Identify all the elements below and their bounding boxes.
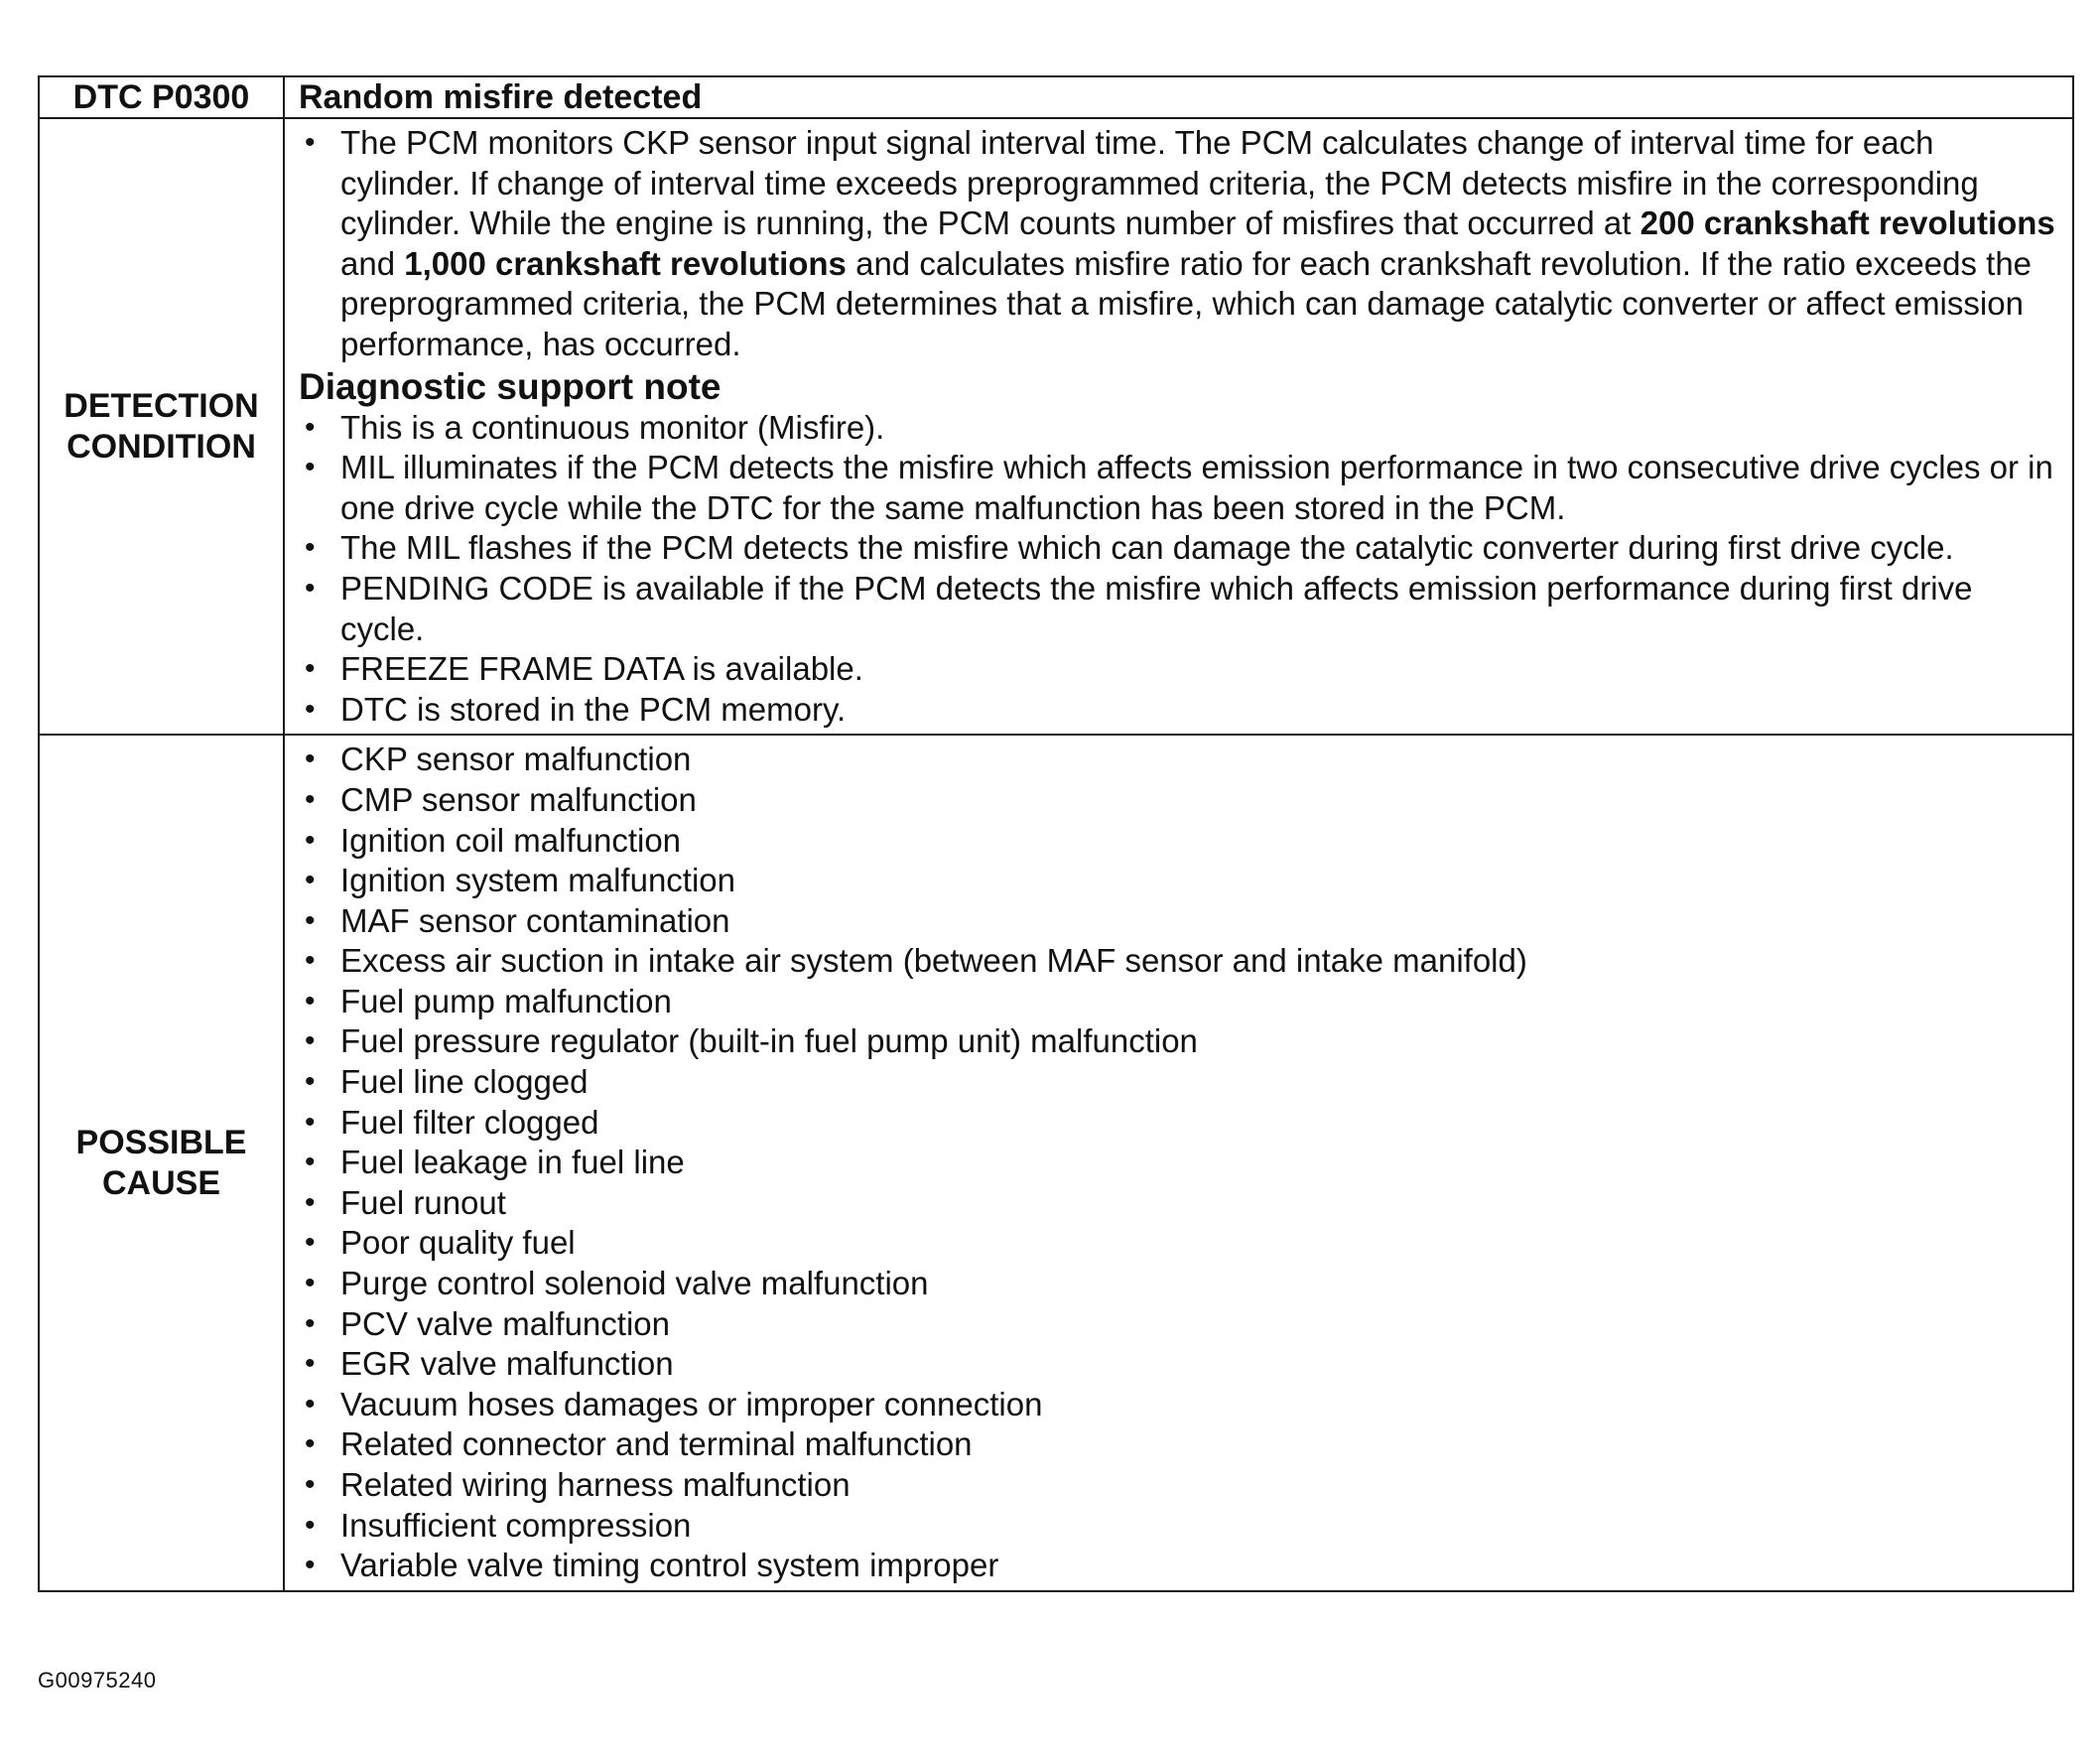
cause-item: • EGR valve malfunction (299, 1344, 2058, 1385)
possible-cause-label-line2: CAUSE (101, 1163, 221, 1202)
detection-label-line1: DETECTION (64, 386, 259, 425)
note-item: • MIL illuminates if the PCM detects the misfire which affects emission performance in two consecutive drive cycles or in one drive cycle while the DTC for the same malfunction has been stored in the PCM. (299, 448, 2058, 528)
detection-content (284, 118, 2073, 735)
possible-cause-label (39, 735, 284, 1590)
detection-text-1: The PCM monitors CKP sensor input signal interval time. The PCM calculates change of interval time for each cylinder. If change of interval time exceeds preprogrammed criteria, the PCM detects misfire in the corresponding cylinder. While the engine is running, the PCM counts number of misfires that occurred at (340, 124, 1979, 242)
cause-item: • Related connector and terminal malfunction (299, 1424, 2058, 1465)
possible-cause-label-line1: POSSIBLE (75, 1123, 247, 1161)
detection-text-3: and calculates misfire ratio for each crankshaft revolution. If the ratio exceeds the preprogrammed criteria, the PCM determines that a misfire, which can damage catalytic converter or affect emission performance, has occurred. (340, 244, 2033, 362)
cause-item: • Ignition coil malfunction (299, 821, 2058, 862)
diagnostic-note-list (299, 408, 2058, 731)
cause-item: • Ignition system malfunction (299, 861, 2058, 901)
detection-bold-1: 200 crankshaft revolutions (1640, 204, 2055, 242)
cause-item: • Fuel runout (299, 1183, 2058, 1224)
cause-item: • Fuel pressure regulator (built-in fuel pump unit) malfunction (299, 1021, 2058, 1062)
cause-item: • Related wiring harness malfunction (299, 1465, 2058, 1506)
detection-row (39, 118, 2073, 735)
cause-item: • CMP sensor malfunction (299, 780, 2058, 821)
possible-cause-row (39, 735, 2073, 1590)
cause-item: • Insufficient compression (299, 1506, 2058, 1547)
dtc-title: Random misfire detected (284, 76, 2073, 118)
figure-code: G00975240 (38, 1668, 157, 1692)
cause-item: • Fuel filter clogged (299, 1103, 2058, 1144)
cause-item: • PCV valve malfunction (299, 1304, 2058, 1345)
dtc-table (38, 75, 2074, 1592)
note-item: • FREEZE FRAME DATA is available. (299, 649, 2058, 690)
detection-bold-2: 1,000 crankshaft revolutions (404, 244, 847, 282)
cause-item: • MAF sensor contamination (299, 901, 2058, 942)
detection-paragraph-list (299, 123, 2058, 365)
dtc-document (38, 75, 2072, 1592)
cause-item: • CKP sensor malfunction (299, 740, 2058, 780)
cause-item: • Excess air suction in intake air system (between MAF sensor and intake manifold) (299, 941, 2058, 982)
possible-cause-list (299, 740, 2058, 1585)
note-item: • PENDING CODE is available if the PCM detects the misfire which affects emission performance during first drive cycle. (299, 569, 2058, 649)
note-item: • The MIL flashes if the PCM detects the misfire which can damage the catalytic converter during first drive cycle. (299, 528, 2058, 569)
cause-item: • Fuel line clogged (299, 1062, 2058, 1103)
detection-paragraph (299, 123, 2058, 365)
note-item: • This is a continuous monitor (Misfire). (299, 408, 2058, 449)
cause-item: • Vacuum hoses damages or improper connection (299, 1385, 2058, 1425)
cause-item: • Purge control solenoid valve malfunction (299, 1264, 2058, 1304)
note-item: • DTC is stored in the PCM memory. (299, 690, 2058, 731)
detection-label-line2: CONDITION (66, 427, 256, 466)
possible-cause-content (284, 735, 2073, 1590)
detection-text-2: and (340, 244, 405, 282)
diagnostic-note-heading: Diagnostic support note (299, 365, 722, 407)
cause-item: • Fuel leakage in fuel line (299, 1143, 2058, 1183)
cause-item: • Variable valve timing control system improper (299, 1546, 2058, 1586)
cause-item: • Poor quality fuel (299, 1223, 2058, 1264)
cause-item: • Fuel pump malfunction (299, 982, 2058, 1022)
header-row (39, 76, 2073, 118)
detection-label (39, 118, 284, 735)
dtc-code: DTC P0300 (39, 76, 284, 118)
